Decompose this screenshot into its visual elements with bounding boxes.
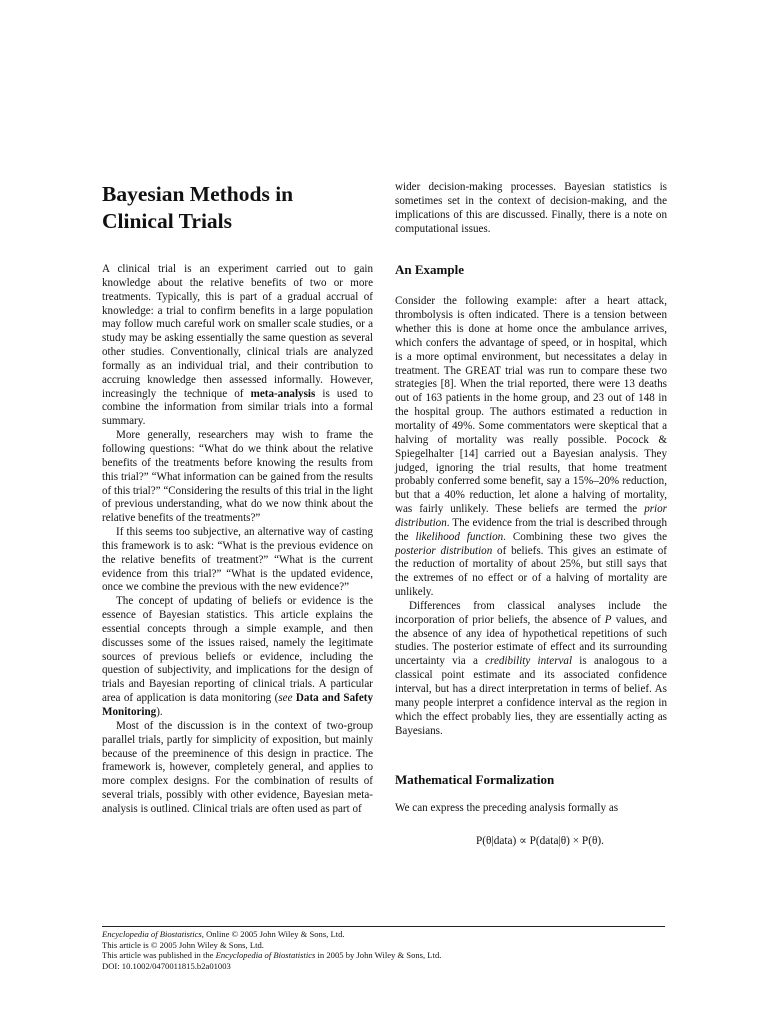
data-safety-monitoring-link[interactable]: Data and Safety Monitoring xyxy=(102,692,374,718)
paragraph-alternative: If this seems too subjective, an alternative way of casting this framework is to ask: “What is the previous evidence on the relative benefits of treatment?” “What is the current evidence from this trial?” “What is the updated evidence, once we combine the previous with the new evidence?” xyxy=(102,526,373,594)
footer-doi[interactable]: DOI: 10.1002/0470011815.b2a01003 xyxy=(102,960,231,971)
left-body xyxy=(102,263,373,817)
text: A clinical trial is an experiment carried out to gain knowledge about the relative benefits of two or more treatments. Typically, this is part of a gradual accrual of knowledge: a trial to confirm benefits in a large population may follow much careful work on smaller scale studies, or a study may be asking essentially the same question as several other studies. Conventionally, clinical trials are analyzed formally as an individual trial, and their contribution to accruing knowledge then assessed informally. However, increasingly the technique of xyxy=(102,263,373,400)
text: likelihood function xyxy=(415,530,504,543)
text: ). xyxy=(156,706,163,718)
paragraph-context: Most of the discussion is in the context of two-group parallel trials, partly for simplicity of exposition, but mainly because of the preeminence of this design in practice. The framework is, however, completely general, and applies to more complex designs. For the combination of results of several trials, possibly with other evidence, Bayesian meta-analysis is outlined. Clinical trials are often used as part of xyxy=(102,719,373,815)
paragraph-formal: We can express the preceding analysis formally as xyxy=(395,802,619,815)
text: Differences from classical analyses include the incorporation of prior beliefs, the absence of xyxy=(395,599,667,626)
text: P xyxy=(604,613,612,626)
footer-line-2: This article is © 2005 John Wiley & Sons, Ltd. xyxy=(102,939,264,950)
text: values, and the absence of any idea of hypothetical repetitions of such studies. The posterior estimate of effect and its surrounding uncertainty via a xyxy=(395,613,667,668)
article-title xyxy=(102,181,373,235)
text: is analogous to a classical point estimate and its associated confidence interval, but has a direct interpretation in terms of belief. As many people interpret a confidence interval as the region in which the effect probably lies, they are essentially acting as Bayesians. xyxy=(395,655,667,737)
footer xyxy=(102,929,665,971)
bayes-equation: P(θ|data) ∝ P(data|θ) × P(θ). xyxy=(476,835,604,848)
paragraph-continued: wider decision-making processes. Bayesian statistics is sometimes set in the context of decision-making, and the implications of this are discussed. Finally, there is a note on computational issues. xyxy=(395,181,667,235)
text: . Combining these two gives the xyxy=(503,530,667,543)
heading-an-example: An Example xyxy=(395,262,464,278)
meta-analysis-link[interactable]: meta-analysis xyxy=(250,387,316,400)
paragraph-questions: More generally, researchers may wish to frame the following questions: “What do we think about the relative benefits of the treatments before knowing the results from this trial?” “What information can be gained from the results of this trial?” “Considering the results of this trial in the light of previous understanding, what do we now think about the relative benefits of the treatments?” xyxy=(102,429,373,525)
right-column xyxy=(395,181,667,847)
left-column xyxy=(102,181,373,817)
text: in 2005 by John Wiley & Sons, Ltd. xyxy=(315,950,442,961)
text: prior distribution xyxy=(395,503,667,529)
text: Encyclopedia of Biostatistics xyxy=(215,950,316,961)
text: Consider the following example: after a heart attack, thrombolysis is often indicated. There is a tension between whether this is done at home once the ambulance arrives, which confers the advantage of speed, or in hospital, which is a more optimal environment, but necessitates a delay in treatment. The GREAT trial was run to compare these two strategies [8]. When the trial reported, there were 13 deaths out of 163 patients in the home group, and 23 out of 148 in the hospital group. The authors estimated a reduction in mortality of 49%. Some commentators were skeptical that a halving of mortality was really possible. Pocock & Spiegelhalter [14] carried out a Bayesian analysis. They judged, ignoring the trial results, that home treatment probably conferred some benefit, say a 15%–20% reduction, but that a 40% reduction, let alone a halving of mortality, was fairly unlikely. These beliefs are termed the xyxy=(395,295,667,516)
title-line-2: Clinical Trials xyxy=(102,209,233,233)
text: is used to combine the information from similar trials into a formal summary. xyxy=(102,387,373,428)
text: Online © 2005 John Wiley & Sons, Ltd. xyxy=(203,929,345,939)
right-body xyxy=(395,181,667,847)
footer-divider xyxy=(102,926,665,927)
paragraph-differences xyxy=(395,600,667,738)
footer-line-3 xyxy=(102,950,665,961)
text: posterior distribution xyxy=(395,544,493,557)
text: Encyclopedia of Biostatistics, xyxy=(102,929,204,939)
paragraph-example xyxy=(395,295,667,600)
heading-mathematical-formalization: Mathematical Formalization xyxy=(395,772,555,788)
footer-line-1 xyxy=(102,929,665,940)
paragraph-intro xyxy=(102,263,373,429)
text: This article was published in the xyxy=(102,950,216,961)
text: . The evidence from the trial is described through the xyxy=(395,516,667,543)
title-line-1: Bayesian Methods in xyxy=(102,182,294,206)
text: The concept of updating of beliefs or evidence is the essence of Bayesian statistics. This article explains the essential concepts through a simple example, and then discusses some of the issues raised, namely the legitimate sources of previous beliefs or evidence, including the question of subjectivity, and implications for the design of trials and Bayesian reporting of clinical trials. A particular area of application is data monitoring ( xyxy=(102,595,373,705)
paragraph-updating xyxy=(102,595,373,720)
text: credibility interval xyxy=(485,655,573,668)
text: see xyxy=(278,692,293,705)
text: of beliefs. This gives an estimate of the reduction of mortality of about 25%, but still says that the extremes of no effect or of a halving of mortality are unlikely. xyxy=(395,544,668,599)
